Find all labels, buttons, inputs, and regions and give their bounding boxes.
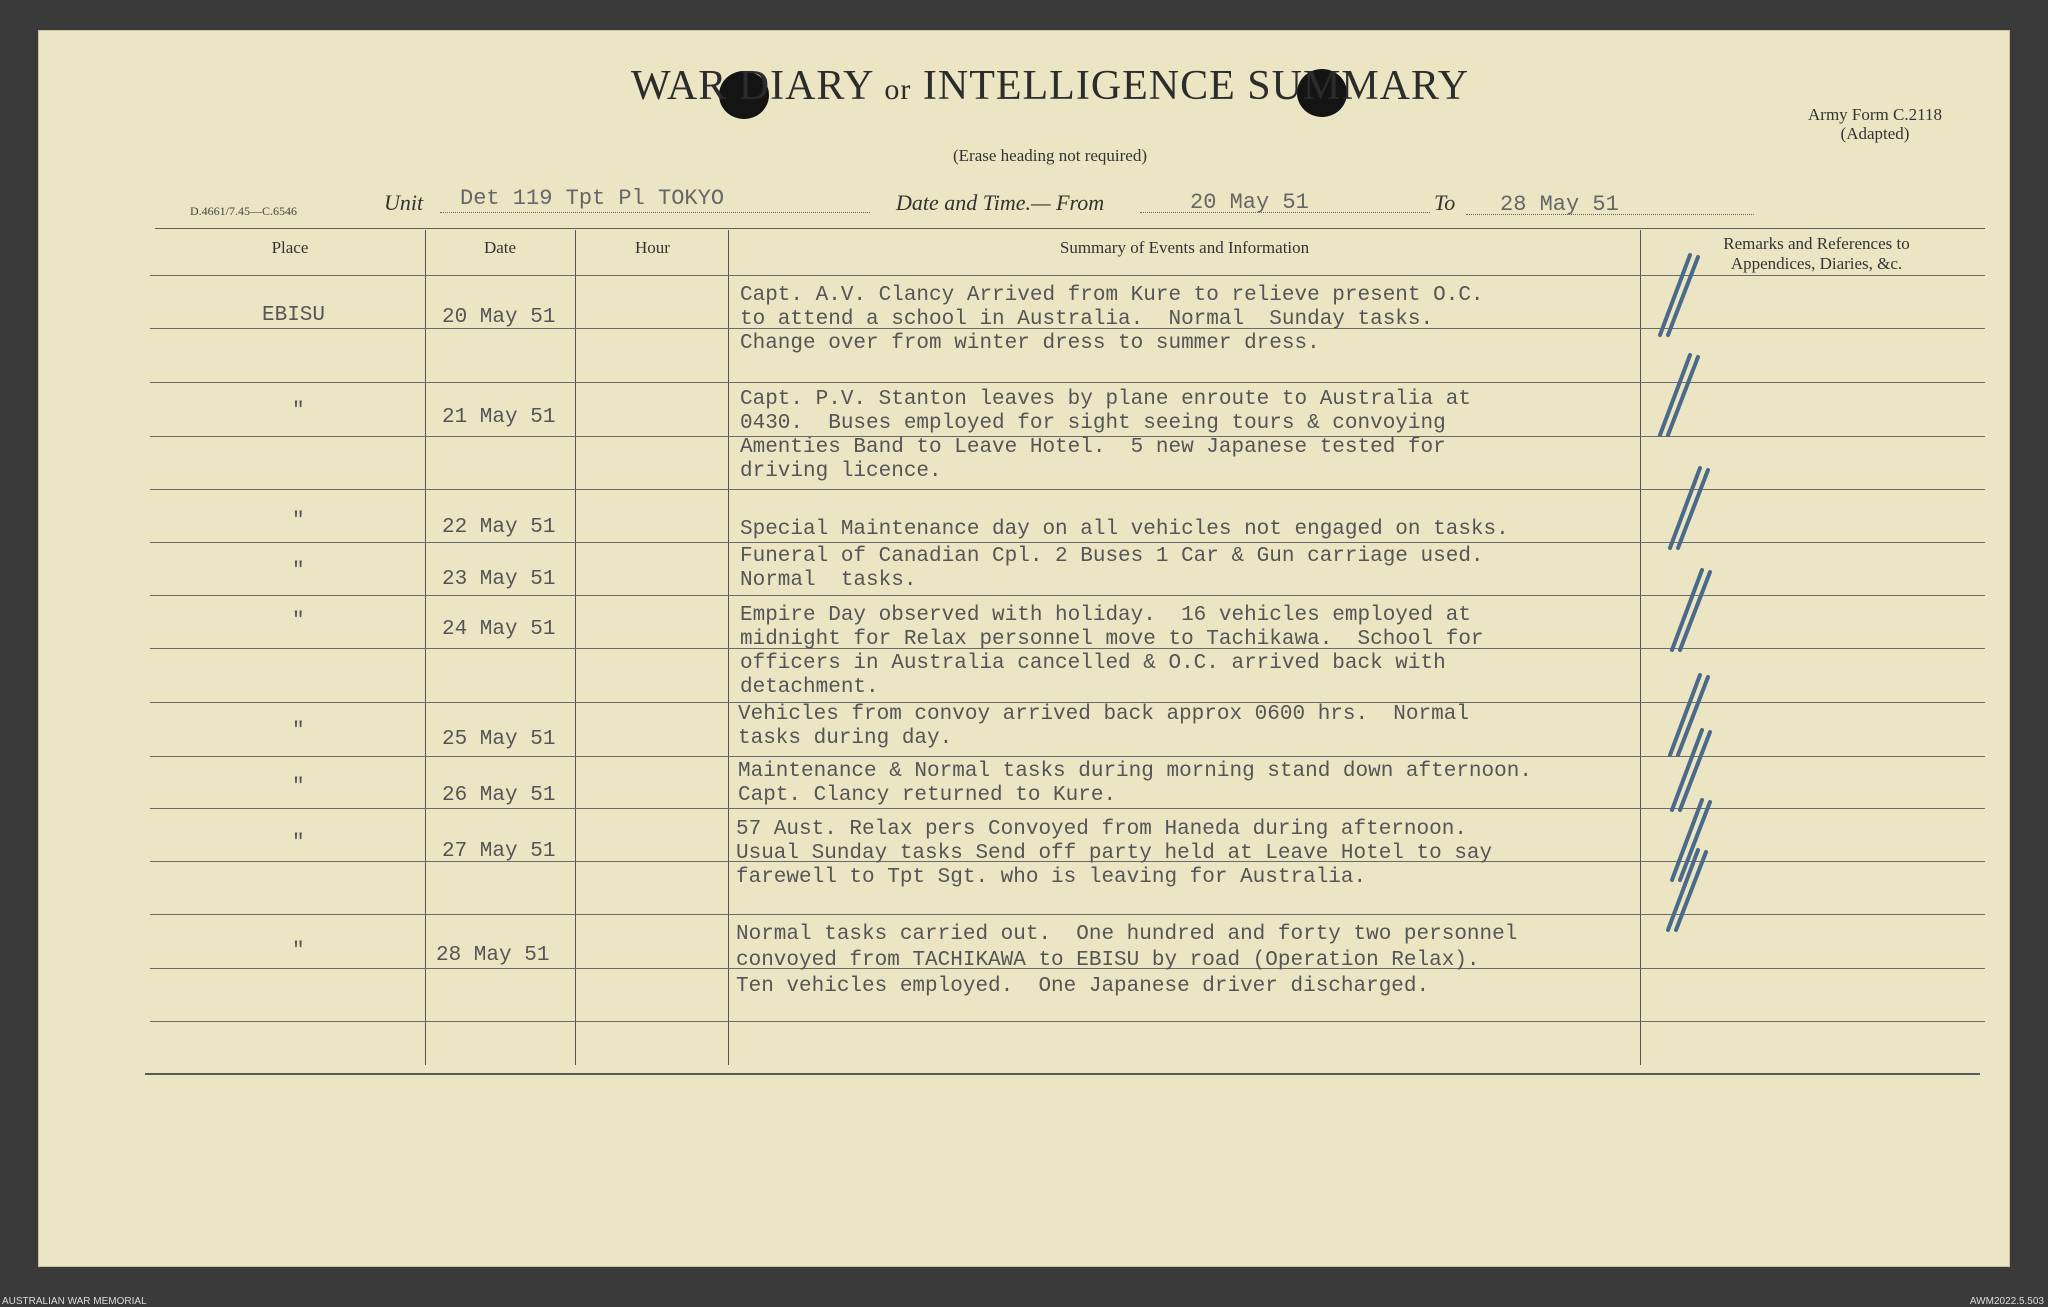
- unit-underline: [440, 212, 870, 213]
- row-date: 23 May 51: [442, 568, 556, 591]
- row-place: EBISU: [262, 304, 326, 327]
- col-header-date: Date: [483, 238, 517, 257]
- row-summary: Capt. P.V. Stanton leaves by plane enroute to Australia at 0430. Buses employed for sight seeing tours & convoying Amenties Band to Leave Hotel. 5 new Japanese tested for driving licence.: [740, 388, 1471, 483]
- pencil-tick-mark: [1670, 675, 1708, 755]
- row-summary: Normal tasks carried out. One hundred and forty two personnel convoyed from TACHIKAWA to EBISU by road (Operation Relax). Ten vehicles employed. One Japanese driver discharged.: [736, 923, 1518, 998]
- row-place: ": [292, 940, 305, 963]
- title-war-diary: WAR DIARY: [630, 63, 873, 109]
- army-form-number: Army Form C.2118: [1808, 105, 1942, 124]
- page-title: [600, 62, 1500, 110]
- row-place: ": [292, 720, 305, 743]
- row-date: 25 May 51: [442, 728, 556, 751]
- pencil-check-marks: [1620, 230, 1740, 990]
- pencil-tick-mark: [1672, 570, 1710, 650]
- row-summary: Special Maintenance day on all vehicles not engaged on tasks.: [740, 518, 1509, 541]
- row-summary: Vehicles from convoy arrived back approx 0600 hrs. Normal tasks during day.: [738, 703, 1469, 750]
- row-date: 21 May 51: [442, 406, 556, 429]
- row-date: 22 May 51: [442, 516, 556, 539]
- date-from-underline: [1140, 212, 1430, 213]
- remarks-header-line1: Remarks and References to: [1723, 234, 1910, 253]
- footer-credit: AUSTRALIAN WAR MEMORIAL: [2, 1296, 147, 1307]
- col-header-hour: Hour: [635, 238, 670, 257]
- row-date: 20 May 51: [442, 306, 556, 329]
- ruled-line: [150, 1021, 1985, 1022]
- title-intelligence-summary: INTELLIGENCE SUMMARY: [922, 63, 1470, 109]
- unit-value: Det 119 Tpt Pl TOKYO: [460, 186, 725, 211]
- pencil-tick-mark: [1660, 355, 1698, 435]
- row-summary: Maintenance & Normal tasks during morning stand down afternoon. Capt. Clancy returned to Kure.: [738, 760, 1532, 807]
- army-form-label: [1760, 105, 1990, 143]
- date-from-label: Date and Time.— From: [896, 190, 1105, 215]
- row-place: ": [292, 776, 305, 799]
- row-date: 27 May 51: [442, 840, 556, 863]
- row-summary: Empire Day observed with holiday. 16 vehicles employed at midnight for Relax personnel move to Tachikawa. School for officers in Australia cancelled & O.C. arrived back with detachment.: [740, 604, 1484, 699]
- row-place: ": [292, 560, 305, 583]
- row-place: ": [292, 510, 305, 533]
- army-form-adapted: (Adapted): [1840, 124, 1910, 143]
- row-date: 24 May 51: [442, 618, 556, 641]
- date-to-label: To: [1434, 190, 1456, 215]
- pencil-tick-mark: [1672, 730, 1710, 810]
- unit-label: Unit: [384, 190, 424, 215]
- subtitle: (Erase heading not required): [953, 146, 1147, 165]
- table-bottom-border: [145, 1073, 1980, 1075]
- col-header-place: Place: [271, 238, 309, 257]
- title-or: or: [884, 73, 912, 106]
- row-place: ": [292, 832, 305, 855]
- row-date: 26 May 51: [442, 784, 556, 807]
- table-top-border: [155, 228, 1985, 229]
- row-date: 28 May 51: [436, 944, 550, 967]
- form-code: D.4661/7.45—C.6546: [190, 204, 298, 218]
- row-summary: 57 Aust. Relax pers Convoyed from Haneda during afternoon. Usual Sunday tasks Send off party held at Leave Hotel to say farewell to Tpt Sgt. who is leaving for Australia.: [736, 818, 1493, 889]
- row-summary: Capt. A.V. Clancy Arrived from Kure to relieve present O.C. to attend a school in Australia. Normal Sunday tasks. Change over from winter dress to summer dress.: [740, 284, 1484, 355]
- date-from-value: 20 May 51: [1190, 190, 1309, 215]
- date-to-underline: [1466, 214, 1754, 215]
- col-header-summary: Summary of Events and Information: [1059, 238, 1310, 257]
- row-place: ": [292, 400, 305, 423]
- row-summary: Funeral of Canadian Cpl. 2 Buses 1 Car & Gun carriage used. Normal tasks.: [740, 545, 1484, 592]
- pencil-tick-mark: [1670, 468, 1708, 548]
- remarks-header-line2: Appendices, Diaries, &c.: [1730, 254, 1903, 273]
- row-place: ": [292, 610, 305, 633]
- date-to-value: 28 May 51: [1500, 192, 1619, 217]
- pencil-tick-mark: [1660, 255, 1698, 335]
- footer-reference: AWM2022.5.503: [1969, 1296, 2044, 1307]
